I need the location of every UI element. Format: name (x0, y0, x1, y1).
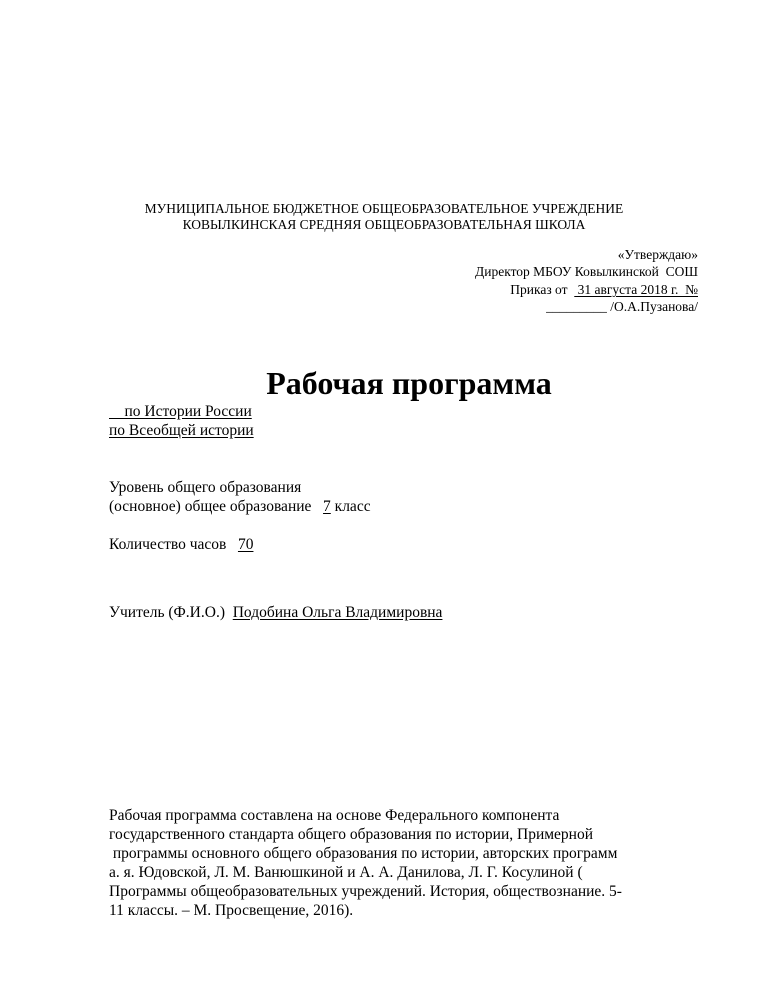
document-title: Рабочая программа (266, 365, 552, 401)
signature-name: /О.А.Пузанова/ (606, 299, 698, 314)
approval-heading: «Утверждаю» (617, 247, 698, 262)
basis-line1: Рабочая программа составлена на основе Федерального компонента (109, 807, 560, 824)
signature-blank: _________ (546, 299, 607, 314)
level-value-prefix: (основное) общее образование (109, 498, 324, 515)
basis-line2: государственного стандарта общего образования по истории, Примерной (109, 826, 594, 843)
subject-line1: по Истории России (109, 403, 252, 420)
hours-label: Количество часов (109, 536, 238, 553)
grade-suffix: класс (330, 498, 371, 515)
approval-director: Директор МБОУ Ковылкинской СОШ (475, 264, 698, 279)
approval-order (510, 282, 698, 298)
hours-value: 70 (237, 536, 254, 553)
education-level-label: Уровень общего образования (109, 479, 302, 496)
order-date: 31 августа 2018 г. № (574, 282, 698, 297)
institution-name-line2: КОВЫЛКИНСКАЯ СРЕДНЯЯ ОБЩЕОБРАЗОВАТЕЛЬНАЯ ШКОЛА (182, 217, 586, 232)
basis-line6: 11 классы. – М. Просвещение, 2016). (109, 902, 354, 919)
basis-line5: Программы общеобразовательных учреждений. История, обществознание. 5- (109, 883, 622, 900)
basis-line4: а. я. Юдовской, Л. М. Ванюшкиной и А. А. Данилова, Л. Г. Косулиной ( (109, 864, 583, 881)
institution-name-line1: МУНИЦИПАЛЬНОЕ БЮДЖЕТНОЕ ОБЩЕОБРАЗОВАТЕЛЬНОЕ УЧРЕЖДЕНИЕ (144, 201, 624, 216)
basis-line3: программы основного общего образования по истории, авторских программ (109, 845, 618, 862)
education-level-value (109, 497, 371, 516)
grade-value: 7 (323, 498, 331, 515)
order-prefix: Приказ от (510, 282, 575, 297)
teacher-label: Учитель (Ф.И.О.) (109, 604, 233, 621)
hours-line (109, 535, 253, 554)
teacher-line (109, 603, 442, 622)
approval-signature (546, 299, 698, 315)
subject-line2: по Всеобщей истории (109, 422, 254, 439)
teacher-name: Подобина Ольга Владимировна (232, 604, 443, 621)
